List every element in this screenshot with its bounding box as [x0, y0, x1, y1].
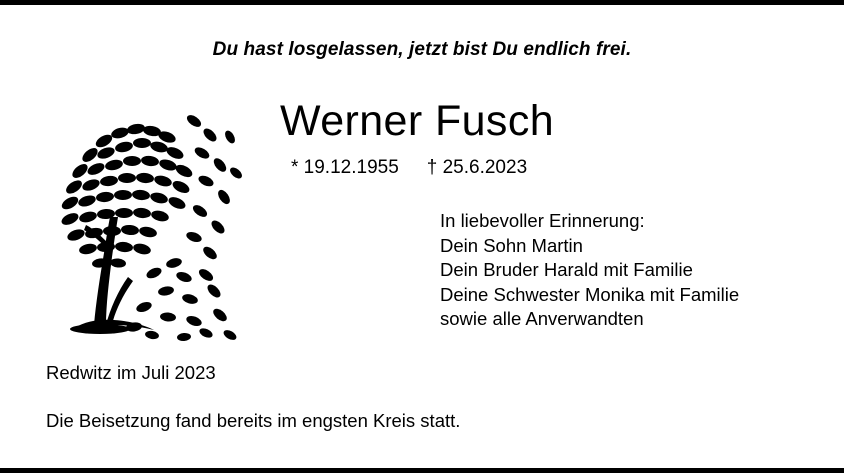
memorial-line: Deine Schwester Monika mit Familie: [440, 283, 740, 305]
death-date: † 25.6.2023: [426, 157, 528, 178]
motto-text: Du hast losgelassen, jetzt bist Du endlich frei.: [212, 39, 632, 60]
memorial-line: Dein Bruder Harald mit Familie: [440, 259, 693, 280]
place-and-date: Redwitz im Juli 2023: [46, 362, 216, 383]
card-content: [0, 5, 844, 468]
birth-date: * 19.12.1955: [291, 157, 399, 178]
deceased-name: Werner Fusch: [280, 97, 555, 145]
life-dates: [291, 157, 527, 179]
memorial-line: sowie alle Anverwandten: [440, 308, 644, 329]
memorial-line: In liebevoller Erinnerung:: [440, 210, 645, 231]
memorial-block: [440, 209, 739, 332]
funeral-note: Die Beisetzung fand bereits im engsten Kreis statt.: [46, 410, 461, 431]
memorial-line: Dein Sohn Martin: [440, 234, 583, 256]
windblown-tree-icon: [34, 77, 264, 345]
